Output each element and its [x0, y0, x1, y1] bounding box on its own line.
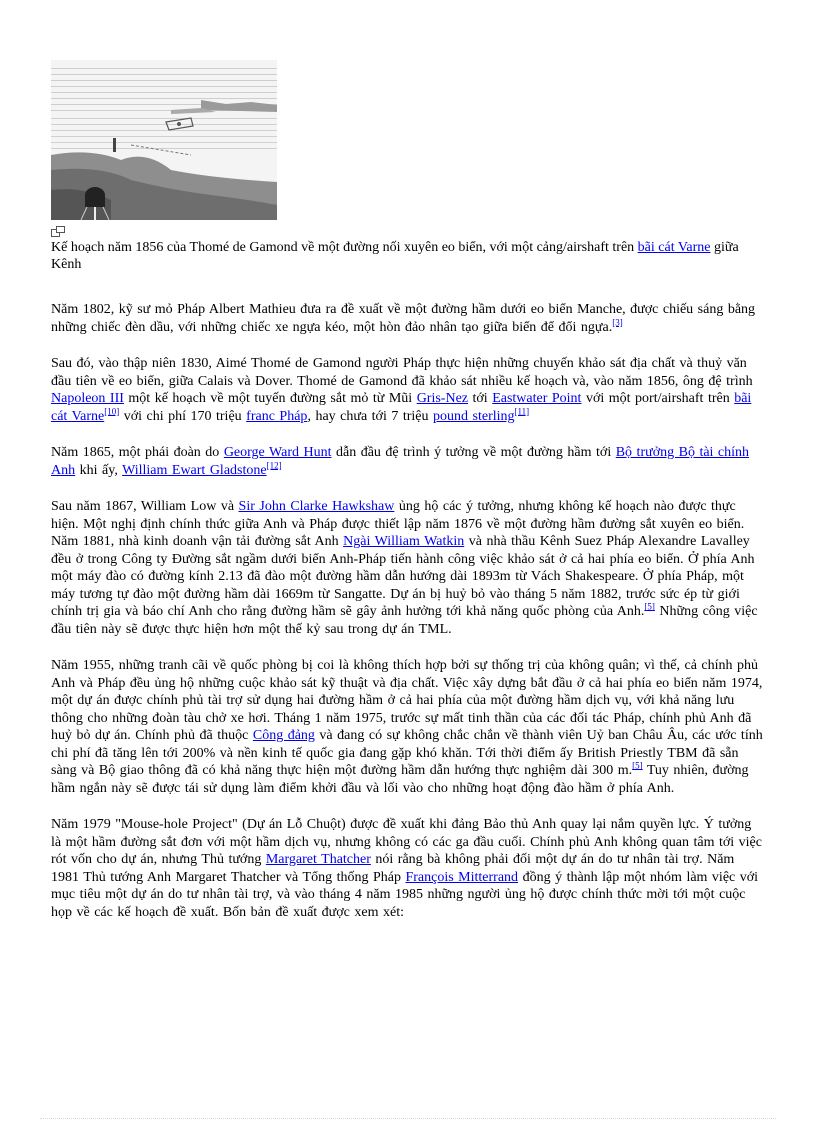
link-eastwater-point[interactable]: Eastwater Point	[492, 391, 582, 406]
ref-11[interactable]: [11]	[514, 405, 530, 416]
ref-3[interactable]: [3]	[612, 316, 623, 327]
link-gris-nez[interactable]: Gris-Nez	[416, 391, 468, 406]
link-francois-mitterrand[interactable]: François Mitterrand	[405, 869, 519, 885]
link-george-ward-hunt[interactable]: George Ward Hunt	[223, 445, 332, 460]
link-bai-cat-varne-2[interactable]: bãi cát Varne	[51, 391, 752, 424]
link-pound-sterling[interactable]: pound sterling	[433, 408, 515, 424]
paragraph-text: ủng hộ các ý tưởng, nhưng không kế hoạch nào được thực hiện. Một nghị định chính thức giữa Anh và Pháp được thiết lập năm 1876 về một đường hầm đường sắt xuyên eo biển. Năm 1881, nhà kinh doanh vận tải đường sắt Anh	[51, 499, 745, 549]
paragraph-1867	[51, 498, 765, 638]
link-william-watkin[interactable]: Ngài William Watkin	[343, 534, 465, 549]
paragraph-text: nói rằng bà không phải đối một dự án do tư nhân tài trợ. Năm 1981 Thủ tướng Anh Margaret Thatcher và Tổng thống Pháp	[51, 852, 735, 885]
paragraph-text: đồng ý thành lập một nhóm làm việc với mục tiêu một dự án do tư nhân tài trợ, và vào tháng 4 năm 1985 những người ủng hộ được chính thức mời tới một cuộc họp về các kế hoạch đề xuất. Bốn bản đề xuất được xem xét:	[51, 869, 759, 920]
paragraph-1802	[51, 301, 765, 336]
paragraph-text: và nhà thầu Kênh Suez Pháp Alexandre Lavalley đều ở trong Công ty Đường sắt ngầm dưới biển Anh-Pháp tiến hành công việc khảo sát ở cả hai phía eo biển. Ở phía Anh một máy đào có đường kính 2.13 đã đào một đường hầm dẫn hướng dài 1893m từ Vách Shakespeare. Ở phía Pháp, một máy tương tự đào một đường hầm dài 1669m từ Sangatte. Dự án bị huỷ bỏ vào tháng 5 năm 1882, trước sức ép từ giới chính trị gia và báo chí Anh cho rằng đường hầm sẽ gây ảnh hưởng tới khả năng quốc phòng của Anh.	[51, 534, 755, 619]
page-bottom-divider	[40, 1118, 776, 1119]
paragraph-text: Tuy nhiên, đường hầm ngắn này sẽ được tái sử dụng làm điểm khởi đầu và lối vào cho những hoạt động đào hầm ở phía Anh.	[51, 763, 749, 796]
paragraph-text: Năm 1865, một phái đoàn do	[51, 445, 224, 460]
paragraph-text: , hay chưa tới 7 triệu	[307, 408, 434, 424]
paragraph-text: dẫn đầu đệ trình ý tưởng về một đường hầm tới	[331, 445, 616, 460]
link-franc-phap[interactable]: franc Pháp	[246, 408, 308, 424]
caption-text: Kế hoạch năm 1856 của Thomé de Gamond về một đường nối xuyên eo biển, với một cảng/airshaft trên	[51, 240, 638, 255]
document-page	[51, 60, 765, 940]
figure-caption	[51, 239, 765, 273]
paragraph-text: Sau năm 1867, William Low và	[51, 499, 239, 514]
paragraph-text: Sau đó, vào thập niên 1830, Aimé Thomé de Gamond người Pháp thực hiện những chuyến khảo sát địa chất và thuỷ văn đầu tiên về eo biển, giữa Calais và Dover. Thomé de Gamond đã khảo sát nhiều kế hoạch và, vào năm 1856, ông đệ trình	[51, 356, 753, 389]
paragraph-1955	[51, 657, 765, 797]
paragraph-text: Năm 1955, những tranh cãi về quốc phòng bị coi là không thích hợp bởi sự thống trị của không quân; vì thế, cả chính phủ Anh và Pháp đều ủng hộ những cuộc khảo sát kỹ thuật và địa chất. Việc xây dựng bắt đầu ở cả hai phía eo biển năm 1974, một dự án được chính phủ tài trợ sử dụng hai đường hầm ở cả hai phía của một đường hầm dịch vụ, với khả năng lưu thông cho những đoàn tàu chở xe hơi. Tháng 1 năm 1975, trước sự mất tinh thần của các đối tác Pháp, chính phủ Anh đã huỷ bỏ dự án. Chính phủ đã thuộc	[51, 658, 763, 743]
paragraph-text: với một port/airshaft trên	[581, 391, 735, 406]
paragraph-1865	[51, 444, 765, 479]
ref-5-b[interactable]: [5]	[632, 760, 643, 771]
paragraph-text: một kế hoạch về một tuyến đường sắt mỏ từ Mũi	[123, 391, 417, 406]
paragraph-text: khi ấy,	[75, 462, 123, 478]
tunnel-plan-illustration[interactable]	[51, 60, 277, 220]
ref-5[interactable]: [5]	[644, 601, 655, 612]
link-john-hawkshaw[interactable]: Sir John Clarke Hawkshaw	[238, 499, 395, 514]
paragraph-text: Năm 1802, kỹ sư mỏ Pháp Albert Mathieu đưa ra đề xuất về một đường hầm dưới eo biển Manche, được chiếu sáng bằng những chiếc đèn dầu, với những chiếc xe ngựa kéo, một hòn đảo nhân tạo giữa biển để đổi ngựa.	[51, 302, 756, 335]
paragraph-text: và đang có sự không chắc chắn về thành viên Uỷ ban Châu Âu, các ước tính chi phí đã tăng lên tới 200% và nền kinh tế quốc gia đang gặp khó khăn. Tới thời điểm ấy British Priestly TBM đã sẵn sàng và Bộ giao thông đã có khả năng thực hiện một đường hầm dẫn hướng thực nghiệm dài 300 m.	[51, 728, 763, 778]
link-napoleon-iii[interactable]: Napoleon III	[51, 391, 124, 406]
ref-12[interactable]: [12]	[266, 459, 282, 470]
paragraph-text: Năm 1979 "Mouse-hole Project" (Dự án Lỗ Chuột) được đề xuất khi đảng Bảo thủ Anh quay lại nắm quyền lực. Ý tưởng là một hầm đường sắt đơn với một hầm dịch vụ, nhưng không có các ga đầu cuối. Chính phủ Anh không quan tâm tới việc rót vốn cho dự án, nhưng Thủ tướng	[51, 817, 762, 867]
link-bo-truong-tai-chinh[interactable]: Bộ trưởng Bộ tài chính Anh	[51, 445, 750, 478]
link-cong-dang[interactable]: Công đảng	[252, 728, 315, 743]
link-bai-cat-varne[interactable]: bãi cát Varne	[637, 240, 711, 255]
paragraph-text: với chi phí 170 triệu	[119, 408, 247, 424]
enlarge-icon[interactable]	[51, 226, 65, 237]
paragraph-1830	[51, 355, 765, 425]
link-margaret-thatcher[interactable]: Margaret Thatcher	[265, 852, 371, 867]
link-william-gladstone[interactable]: William Ewart Gladstone	[122, 462, 267, 478]
caption-text: giữa Kênh	[51, 240, 739, 272]
paragraph-text: Những công việc đầu tiên này sẽ được thực hiện hơn một thế kỷ sau trong dự án TML.	[51, 604, 758, 637]
paragraph-1979	[51, 816, 765, 921]
paragraph-text: tới	[468, 391, 493, 406]
ref-10[interactable]: [10]	[104, 405, 120, 416]
